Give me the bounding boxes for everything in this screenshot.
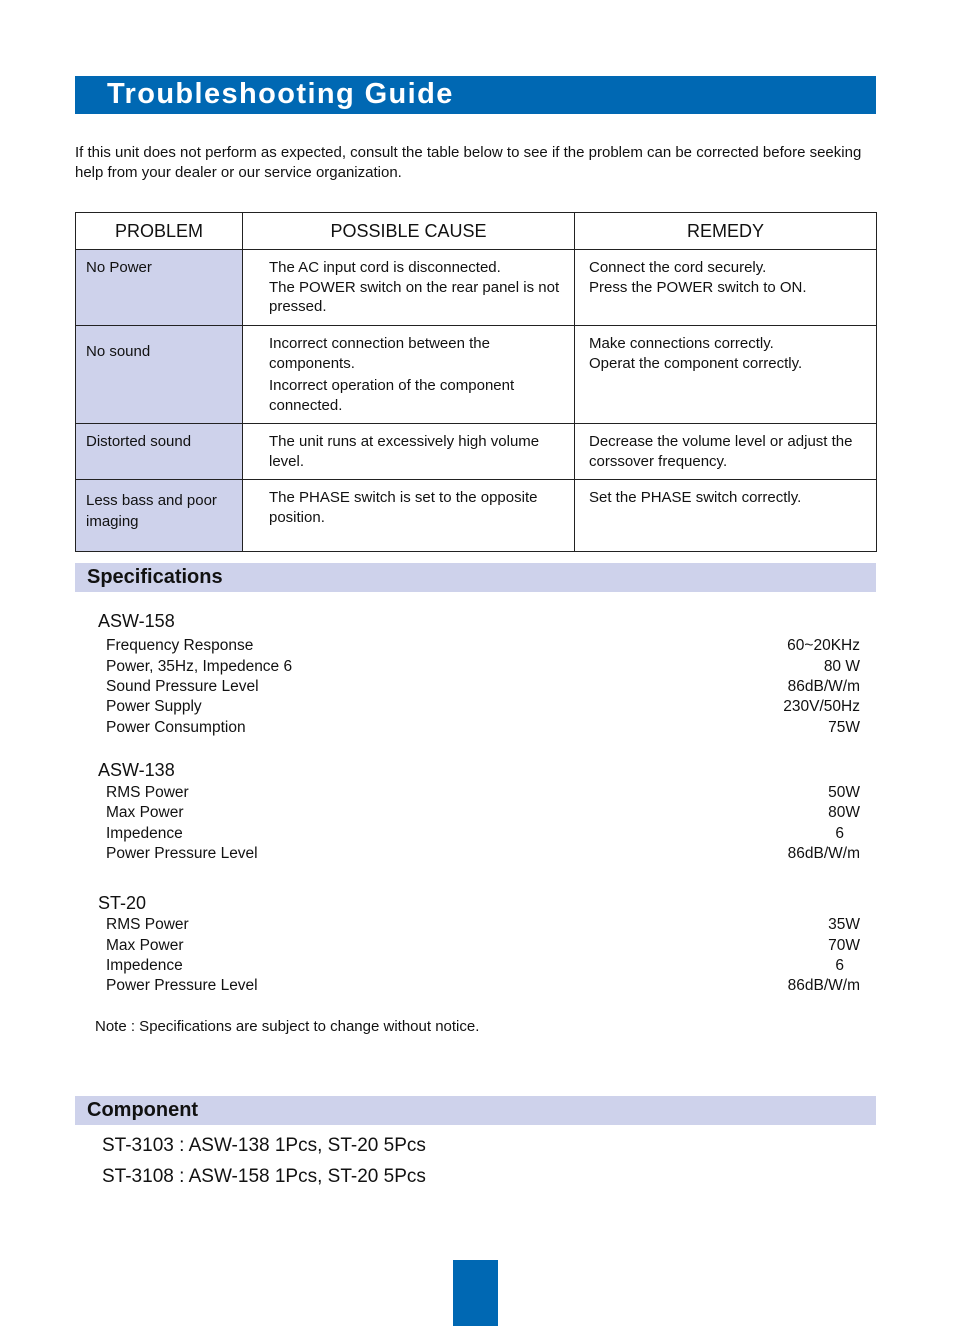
table-row bbox=[76, 424, 877, 480]
spec-row bbox=[106, 719, 860, 739]
spec-value: 86dB/W/m bbox=[787, 845, 860, 862]
spec-value: 35W bbox=[828, 916, 860, 933]
problem-text: No sound bbox=[86, 343, 151, 360]
cause-cell bbox=[243, 424, 575, 480]
component-line: ST-3103 : ASW-138 1Pcs, ST-20 5Pcs bbox=[102, 1135, 426, 1156]
component-heading: Component bbox=[75, 1096, 876, 1125]
spec-label: Sound Pressure Level bbox=[106, 678, 259, 695]
spec-label: Power, 35Hz, Impedence 6 bbox=[106, 658, 293, 675]
remedy-line: Make connections correctly. bbox=[589, 335, 774, 352]
spec-row bbox=[106, 937, 860, 957]
problem-cell: Distorted sound bbox=[76, 424, 243, 480]
spec-row bbox=[106, 678, 860, 698]
table-row bbox=[76, 480, 877, 552]
spec-label: RMS Power bbox=[106, 784, 189, 801]
spec-label: Max Power bbox=[106, 804, 184, 821]
spec-value: 6 bbox=[835, 825, 844, 842]
table-row bbox=[76, 250, 877, 326]
cause-line: The PHASE switch is set to the opposite position. bbox=[269, 489, 538, 526]
model-name: ASW-138 bbox=[98, 760, 175, 780]
specifications-note: Note : Specifications are subject to change without notice. bbox=[95, 1018, 480, 1035]
spec-value: 80W bbox=[828, 804, 860, 821]
spec-label: Frequency Response bbox=[106, 637, 254, 654]
remedy-line: Press the POWER switch to ON. bbox=[589, 278, 807, 296]
spec-row bbox=[106, 916, 860, 936]
spec-row bbox=[106, 977, 860, 997]
spec-label: RMS Power bbox=[106, 916, 189, 933]
remedy-cell bbox=[575, 326, 877, 424]
header-remedy: REMEDY bbox=[575, 213, 877, 250]
remedy-line: Set the PHASE switch correctly. bbox=[589, 489, 802, 506]
intro-paragraph: If this unit does not perform as expected, consult the table below to see if the problem can be corrected before seeking help from your dealer or our service organization. bbox=[75, 144, 862, 181]
model-name: ASW-158 bbox=[98, 611, 175, 631]
spec-row bbox=[106, 825, 860, 845]
cause-line: Incorrect connection between the components. bbox=[269, 335, 490, 372]
header-problem: PROBLEM bbox=[76, 213, 243, 250]
cause-cell bbox=[243, 480, 575, 552]
spec-row bbox=[106, 804, 860, 824]
spec-label: Power Pressure Level bbox=[106, 845, 258, 862]
spec-value: 86dB/W/m bbox=[787, 678, 860, 695]
spec-value: 6 bbox=[835, 957, 844, 974]
cause-line: The AC input cord is disconnected. bbox=[269, 259, 501, 276]
spec-value: 230V/50Hz bbox=[783, 698, 860, 715]
remedy-cell bbox=[575, 424, 877, 480]
model-name: ST-20 bbox=[98, 893, 147, 913]
specifications-heading: Specifications bbox=[75, 563, 876, 592]
remedy-line: Decrease the volume level or adjust the corssover frequency. bbox=[589, 433, 853, 470]
problem-cell bbox=[76, 326, 243, 424]
spec-label: Impedence bbox=[106, 957, 183, 974]
table-row bbox=[76, 326, 877, 424]
spec-value: 60~20KHz bbox=[787, 637, 860, 654]
spec-label: Power Pressure Level bbox=[106, 977, 258, 994]
troubleshooting-table bbox=[75, 212, 877, 552]
remedy-cell bbox=[575, 250, 877, 326]
remedy-line: Connect the cord securely. bbox=[589, 259, 767, 276]
problem-text: Less bass and poor imaging bbox=[86, 492, 217, 530]
header-possible-cause: POSSIBLE CAUSE bbox=[243, 213, 575, 250]
cause-line: The unit runs at excessively high volume level. bbox=[269, 433, 540, 470]
cause-cell bbox=[243, 326, 575, 424]
component-line: ST-3108 : ASW-158 1Pcs, ST-20 5Pcs bbox=[102, 1166, 426, 1187]
problem-cell bbox=[76, 480, 243, 552]
spec-row bbox=[106, 845, 860, 865]
spec-row bbox=[106, 637, 860, 657]
spec-label: Power Supply bbox=[106, 698, 202, 715]
spec-value: 75W bbox=[828, 719, 860, 736]
problem-cell: No Power bbox=[76, 250, 243, 326]
spec-label: Max Power bbox=[106, 937, 184, 954]
page-number-tab bbox=[453, 1260, 498, 1326]
cause-line: Incorrect operation of the component connected. bbox=[269, 377, 515, 414]
spec-label: Impedence bbox=[106, 825, 183, 842]
cause-line: The POWER switch on the rear panel is not pressed. bbox=[269, 278, 560, 315]
spec-row bbox=[106, 658, 860, 678]
table-header-row bbox=[76, 213, 877, 250]
page-title: Troubleshooting Guide bbox=[75, 76, 876, 114]
cause-cell bbox=[243, 250, 575, 326]
spec-value: 86dB/W/m bbox=[787, 977, 860, 994]
remedy-line: Operat the component correctly. bbox=[589, 354, 803, 372]
remedy-cell bbox=[575, 480, 877, 552]
spec-row bbox=[106, 957, 860, 977]
spec-value: 80 W bbox=[823, 658, 860, 675]
spec-label: Power Consumption bbox=[106, 719, 246, 736]
spec-row bbox=[106, 784, 860, 804]
spec-value: 50W bbox=[828, 784, 860, 801]
spec-value: 70W bbox=[828, 937, 860, 954]
spec-row bbox=[106, 698, 860, 718]
